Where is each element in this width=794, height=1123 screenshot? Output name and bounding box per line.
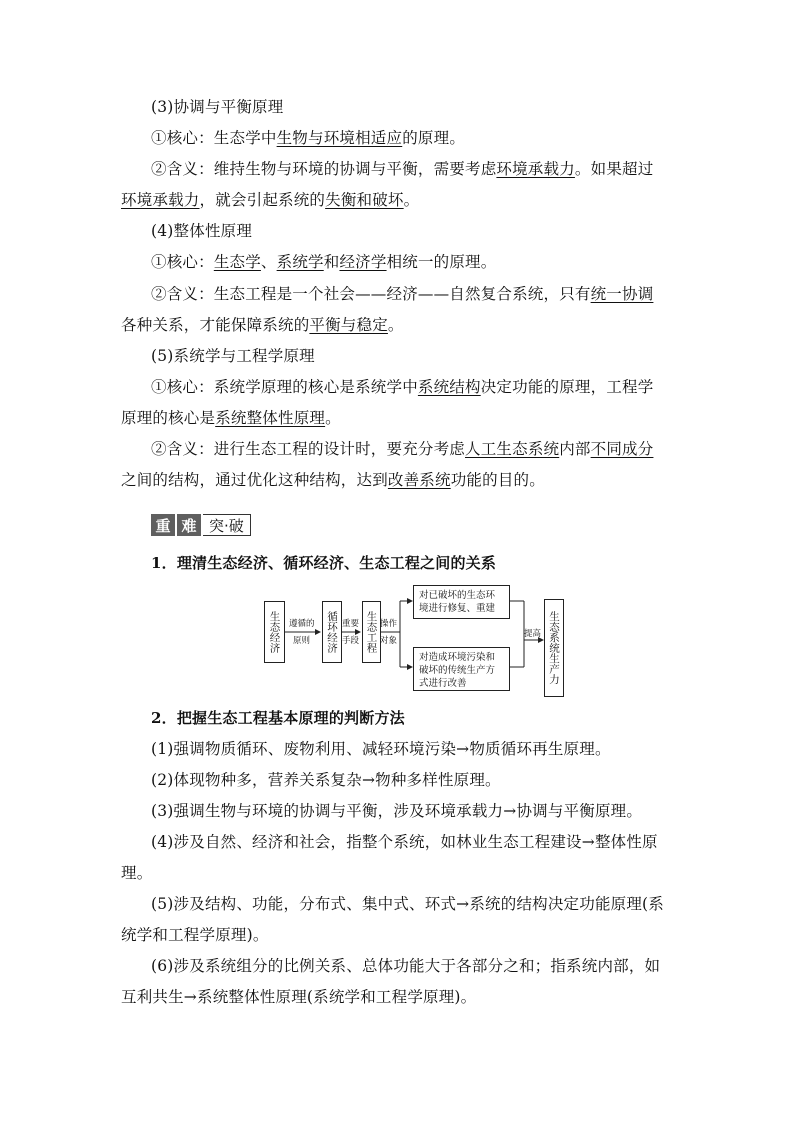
label-follow-1: 遵循的 [289, 619, 315, 629]
paragraph-system-core-cont: 原理的核心是系统整体性原理。 [121, 409, 341, 427]
judgment-item-4: (4)涉及自然、经济和社会，指整个系统，如林业生态工程建设→整体性原 [151, 833, 658, 851]
box-improve-line-2: 破坏的传统生产方 [419, 665, 496, 676]
box-improve-line-1: 对造成环境污染和 [419, 652, 496, 663]
paragraph-holistic-meaning: ②含义：生态工程是一个社会——经济——自然复合系统，只有统一协调 [151, 285, 654, 303]
paragraph-system-meaning-cont: 之间的结构，通过优化这种结构，达到改善系统功能的目的。 [121, 471, 545, 489]
judgment-item-5-cont: 统学和工程学原理)。 [121, 926, 269, 944]
badge-rest: 突·破 [203, 514, 251, 536]
label-means-1: 重要 [342, 619, 360, 629]
paragraph-coordination-meaning: ②含义：维持生物与环境的协调与平衡，需要考虑环境承载力。如果超过 [151, 160, 654, 178]
judgment-item-6-cont: 互利共生→系统整体性原理(系统学和工程学原理)。 [121, 988, 477, 1006]
paragraph-system-core: ①核心：系统学原理的核心是系统学中系统结构决定功能的原理，工程学 [151, 378, 654, 396]
section-title-coordination: (3)协调与平衡原理 [151, 98, 284, 116]
badge-char-2: 难 [177, 514, 201, 536]
judgment-item-2: (2)体现物种多，营养关系复杂→物种多样性原理。 [151, 771, 501, 789]
paragraph-system-meaning: ②含义：进行生态工程的设计时，要充分考虑人工生态系统内部不同成分 [151, 440, 654, 458]
paragraph-coordination-meaning-cont: 环境承载力，就会引起系统的失衡和破坏。 [121, 191, 420, 209]
paragraph-holistic-meaning-cont: 各种关系，才能保障系统的平衡与稳定。 [121, 316, 404, 334]
label-target-2: 对象 [380, 636, 398, 646]
relationship-diagram [262, 585, 572, 697]
label-follow-2: 原则 [293, 636, 311, 646]
paragraph-holistic-core: ①核心：生态学、系统学和经济学相统一的原理。 [151, 253, 497, 271]
key-difficulty-badge [151, 513, 251, 537]
judgment-item-1: (1)强调物质循环、废物利用、减轻环境污染→物质循环再生原理。 [151, 740, 611, 758]
box-repair-line-1: 对已破坏的生态环 [419, 590, 496, 601]
judgment-item-5: (5)涉及结构、功能，分布式、集中式、环式→系统的结构决定功能原理(系 [151, 895, 664, 913]
judgment-item-3: (3)强调生物与环境的协调与平衡，涉及环境承载力→协调与平衡原理。 [151, 802, 643, 820]
section-title-holistic: (4)整体性原理 [151, 222, 253, 240]
box-improve-line-3: 式进行改善 [419, 678, 467, 689]
judgment-item-4-cont: 理。 [121, 864, 153, 882]
box-repair-line-2: 境进行修复、重建 [419, 603, 496, 614]
box-improve [413, 647, 510, 691]
paragraph-coordination-core: ①核心：生态学中生物与环境相适应的原理。 [151, 129, 466, 147]
box-cycle-economy: 循环经济 [322, 601, 342, 663]
box-productivity: 生态系统生产力 [544, 599, 564, 697]
box-eco-engineering: 生态工程 [362, 601, 381, 663]
point2-title: 2．把握生态工程基本原理的判断方法 [151, 709, 405, 727]
point1-title: 1．理清生态经济、循环经济、生态工程之间的关系 [151, 554, 497, 572]
label-means-2: 手段 [342, 636, 360, 646]
label-target-1: 操作 [380, 619, 398, 629]
box-repair [413, 585, 510, 619]
box-eco-economy: 生态经济 [264, 601, 285, 663]
label-raise: 提高 [524, 629, 542, 639]
section-title-system: (5)系统学与工程学原理 [151, 347, 315, 365]
badge-char-1: 重 [151, 514, 175, 536]
judgment-item-6: (6)涉及系统组分的比例关系、总体功能大于各部分之和；指系统内部，如 [151, 957, 661, 975]
